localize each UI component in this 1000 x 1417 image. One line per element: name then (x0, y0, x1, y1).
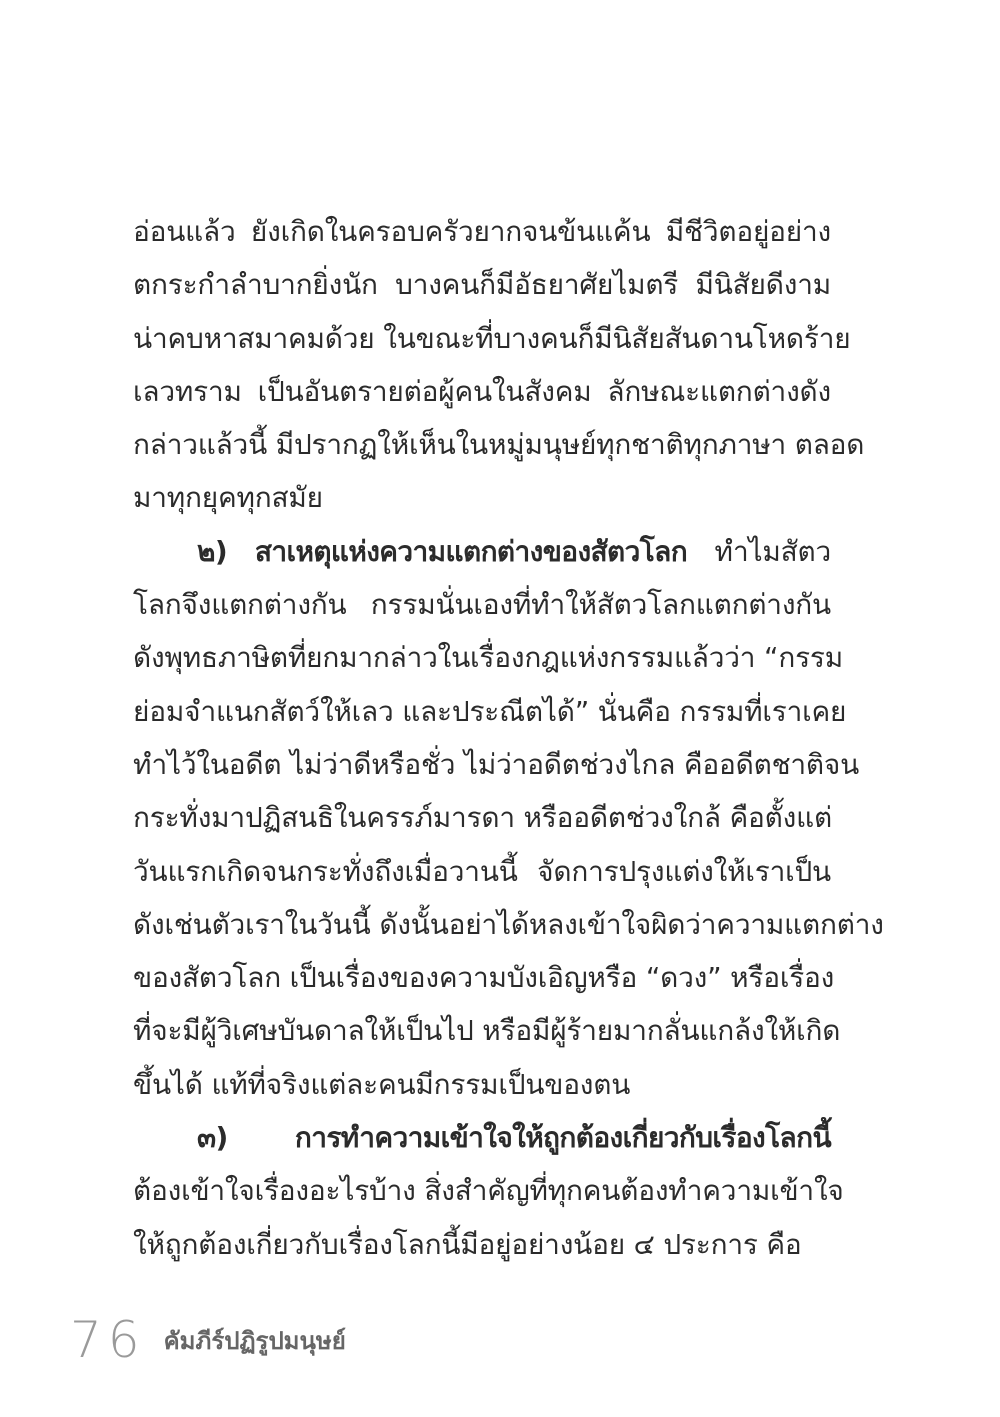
paragraph-2 (133, 525, 884, 1111)
book-title: คัมภีร์ปฏิรูปมนุษย์ (163, 1326, 346, 1355)
paragraph-1 (133, 205, 865, 525)
text-line: ตกระกำลำบากยิ่งนัก บางคนก็มีอัธยาศัยไมตรี มีนิสัยดีงาม (133, 268, 831, 302)
text-line: กระทั่งมาปฏิสนธิในครรภ์มารดา หรืออดีตช่วงใกล้ คือตั้งแต่ (133, 801, 832, 835)
section-heading-line (133, 1111, 831, 1164)
section-heading: ๒) สาเหตุแห่งความแตกต่างของสัตวโลก (197, 534, 688, 568)
text-line: ต้องเข้าใจเรื่องอะไรบ้าง สิ่งสำคัญที่ทุกคนต้องทำความเข้าใจ (133, 1174, 844, 1208)
text-line: ย่อมจำแนกสัตว์ให้เลว และประณีตได้” นั่นคือ กรรมที่เราเคย (133, 694, 847, 728)
text-line: มาทุกยุคทุกสมัย (133, 481, 323, 515)
text-line: น่าคบหาสมาคมด้วย ในขณะที่บางคนก็มีนิสัยสันดานโหดร้าย (133, 321, 851, 355)
page-number: 76 (70, 1311, 146, 1369)
paragraph-3 (133, 1111, 844, 1271)
text-line: โลกจึงแตกต่างกัน กรรมนั่นเองที่ทำให้สัตวโลกแตกต่างกัน (133, 588, 831, 622)
text-line: ขึ้นได้ แท้ที่จริงแต่ละคนมีกรรมเป็นของตน (133, 1067, 631, 1101)
section-heading: ๓) การทำความเข้าใจให้ถูกต้องเกี่ยวกับเรื่องโลกนี้ (197, 1121, 831, 1155)
page-footer (70, 1305, 346, 1375)
text-line: กล่าวแล้วนี้ มีปรากฏให้เห็นในหมู่มนุษย์ทุกชาติทุกภาษา ตลอด (133, 428, 865, 462)
page-body (133, 205, 884, 1271)
text-line: ดังเช่นตัวเราในวันนี้ ดังนั้นอย่าได้หลงเข้าใจผิดว่าความแตกต่าง (133, 907, 884, 941)
text-line: วันแรกเกิดจนกระทั่งถึงเมื่อวานนี้ จัดการปรุงแต่งให้เราเป็น (133, 854, 831, 888)
text-line: ให้ถูกต้องเกี่ยวกับเรื่องโลกนี้มีอยู่อย่างน้อย ๔ ประการ คือ (133, 1227, 802, 1261)
text-line: เลวทราม เป็นอันตรายต่อผู้คนในสังคม ลักษณะแตกต่างดัง (133, 374, 831, 408)
text-line: ทำไว้ในอดีต ไม่ว่าดีหรือชั่ว ไม่ว่าอดีตช่วงไกล คืออดีตชาติจน (133, 747, 860, 781)
text-line: ที่จะมีผู้วิเศษบันดาลให้เป็นไป หรือมีผู้ร้ายมากลั่นแกล้งให้เกิด (133, 1014, 841, 1048)
heading-trailing-text: ทำไมสัตว (714, 534, 831, 568)
section-heading-line (133, 525, 831, 578)
text-line: ของสัตวโลก เป็นเรื่องของความบังเอิญหรือ “ดวง” หรือเรื่อง (133, 961, 835, 995)
text-line: ดังพุทธภาษิตที่ยกมากล่าวในเรื่องกฎแห่งกรรมแล้วว่า “กรรม (133, 641, 844, 675)
text-line: อ่อนแล้ว ยังเกิดในครอบครัวยากจนข้นแค้น มีชีวิตอยู่อย่าง (133, 215, 831, 248)
